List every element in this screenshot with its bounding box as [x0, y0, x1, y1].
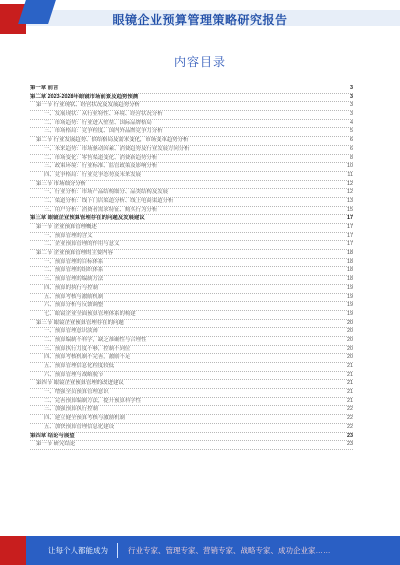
toc-row[interactable] [30, 128, 353, 137]
toc-row[interactable] [30, 198, 353, 207]
toc-entry-label: 第一节 企业预算管理概述 [36, 224, 97, 230]
toc-entry-label: 二、完善预算编制方法，提升预算科学性 [44, 397, 142, 404]
toc-entry-label: 二、市场趋势：行业进入壁垒、国际品牌格局 [44, 119, 152, 126]
toc-row[interactable] [30, 267, 353, 276]
toc-row[interactable] [30, 441, 353, 450]
toc-entry-label: 四、预算的执行与控制 [44, 284, 98, 291]
toc-row[interactable] [30, 302, 353, 311]
toc-page-number: 4 [350, 119, 353, 126]
toc-page-number: 3 [350, 93, 353, 100]
toc-page-number: 23 [347, 441, 353, 448]
toc-entry-label: 第一节 研究结论 [36, 441, 76, 448]
toc-page-number: 15 [347, 206, 353, 213]
report-title: 眼镜企业预算管理策略研究报告 [112, 13, 288, 27]
toc-row[interactable] [30, 224, 353, 233]
toc-page-number: 18 [347, 258, 353, 265]
toc-page-number: 21 [347, 380, 353, 387]
toc-row[interactable] [30, 337, 353, 346]
toc-row[interactable] [30, 380, 353, 389]
toc-page-number: 19 [347, 310, 353, 317]
toc-row[interactable] [30, 276, 353, 285]
toc-row[interactable] [30, 294, 353, 303]
toc-heading: 内容目录 [173, 55, 226, 69]
toc-entry-label: 第一节 行业现状、经营状况及发展趋势分析 [36, 102, 140, 109]
toc-entry-label: 第三节 市场细分分析 [36, 180, 87, 187]
toc-page-number: 3 [350, 102, 353, 109]
toc-entry-label: 第三节 眼镜企业预算管理存在的问题 [36, 319, 124, 326]
toc-row[interactable] [30, 146, 353, 155]
toc-entry-label: 七、眼镜企业全面预算管理体系的构建 [44, 310, 136, 317]
toc-row[interactable] [30, 172, 353, 181]
toc-page-number: 3 [350, 111, 353, 118]
toc-page-number: 18 [347, 267, 353, 274]
toc-page-number: 22 [347, 415, 353, 422]
toc-row[interactable] [30, 320, 353, 329]
toc-entry-label: 第二节 企业预算管理的主要内容 [36, 250, 113, 257]
toc-page-number: 17 [347, 215, 353, 222]
toc-entry-label: 一、预算管理意识淡薄 [44, 328, 98, 335]
toc-entry-label: 第一章 前言 [30, 85, 59, 91]
toc-row[interactable] [30, 424, 353, 433]
toc-row[interactable] [30, 406, 353, 415]
toc-row[interactable] [30, 346, 353, 355]
toc-page-number: 20 [347, 345, 353, 352]
toc-row[interactable] [30, 189, 353, 198]
toc-row[interactable] [30, 111, 353, 120]
toc-entry-label: 二、渠道分析：线下门店渠道分析、线上电商渠道分析 [44, 197, 174, 204]
toc-entry-label: 四、竞争格局：行业竞争态势及未来发展 [44, 171, 142, 178]
toc-entry-label: 一、预算管理的含义 [44, 232, 93, 239]
toc-entry-label: 五、加快预算管理信息化建设 [44, 423, 115, 430]
toc-entry-label: 二、企业预算管理的作用与意义 [44, 241, 120, 248]
toc-row[interactable] [30, 215, 353, 224]
toc-row[interactable] [30, 433, 353, 442]
toc-page-number: 22 [347, 423, 353, 430]
toc-row[interactable] [30, 354, 353, 363]
toc-page-number: 21 [347, 371, 353, 378]
toc-row[interactable] [30, 389, 353, 398]
toc-page-number: 17 [347, 232, 353, 239]
footer-red-accent [0, 536, 26, 565]
toc-row[interactable] [30, 372, 353, 381]
toc-entry-label: 一、预算管理的目标体系 [44, 258, 104, 265]
toc-row[interactable] [30, 259, 353, 268]
toc-page-number: 20 [347, 328, 353, 335]
toc-page-number: 21 [347, 363, 353, 369]
toc-row[interactable] [30, 328, 353, 337]
toc-row[interactable] [30, 102, 353, 111]
toc-entry-label: 五、预算考核与激励机制 [44, 293, 104, 300]
toc-entry-label: 二、市场变化：零售渠道变化、消费新趋势分析 [44, 154, 158, 161]
toc-page-number: 17 [347, 224, 353, 230]
toc-entry-label: 第四节 眼镜企业预算管理的改进建议 [36, 380, 124, 387]
toc-page-number: 8 [350, 154, 353, 161]
toc-row[interactable] [30, 363, 353, 372]
toc-entry-label: 二、预算管理的组织体系 [44, 267, 104, 274]
footer-divider [117, 543, 118, 558]
toc-page-number: 19 [347, 284, 353, 291]
toc-row[interactable] [30, 311, 353, 320]
toc-page-number: 21 [347, 397, 353, 404]
toc-page-number: 5 [350, 128, 353, 135]
toc-page-number: 13 [347, 197, 353, 204]
toc-row[interactable] [30, 155, 353, 164]
toc-entry-label: 第二章 2023-2028年眼镜市场前景及趋势预测 [30, 93, 139, 100]
toc-row[interactable] [30, 181, 353, 190]
toc-entry-label: 一、行业分析：市场产品结构细分、品类结构及发展 [44, 189, 168, 196]
toc-entry-label: 一、未来趋势：市场驱动因素、消费趋势及行业发展方向分析 [44, 145, 190, 152]
toc-entry-label: 六、预算分析与反馈调整 [44, 302, 104, 309]
toc-row[interactable] [30, 233, 353, 242]
toc-page-number: 22 [347, 406, 353, 413]
toc-row[interactable] [30, 85, 353, 94]
toc-entry-label: 第三章 眼镜企业预算管理存在的问题及发展建议 [30, 215, 145, 222]
toc-entry-label: 二、预算编制不科学，缺乏准确性与合理性 [44, 336, 147, 343]
toc-page-number: 21 [347, 389, 353, 396]
toc-page-number: 6 [350, 137, 353, 144]
toc-row[interactable] [30, 207, 353, 216]
toc-entry-label: 四、预算考核机制不完善，激励不足 [44, 354, 131, 361]
footer-roles: 行业专家、管理专家、营销专家、战略专家、成功企业家…… [128, 546, 331, 555]
toc-page-number: 20 [347, 319, 353, 326]
toc-page-number: 3 [350, 85, 353, 91]
toc-entry-label: 三、预算管理的编制方法 [44, 276, 104, 283]
toc-row[interactable] [30, 163, 353, 172]
toc-page-number: 23 [347, 432, 353, 439]
toc-row[interactable] [30, 120, 353, 129]
toc-row[interactable] [30, 250, 353, 259]
toc-entry-label: 三、加强预算执行控制 [44, 406, 98, 413]
toc-page-number: 6 [350, 145, 353, 152]
toc-row[interactable] [30, 94, 353, 103]
footer-slogan: 让每个人都能成为 [48, 546, 108, 555]
page-header [0, 0, 400, 36]
toc-row[interactable] [30, 137, 353, 146]
toc-page-number: 19 [347, 293, 353, 300]
toc-row[interactable] [30, 241, 353, 250]
toc-page-number: 18 [347, 276, 353, 283]
toc-entry-label: 五、预算管理信息化程度较低 [44, 363, 115, 369]
toc-page-number: 12 [347, 180, 353, 187]
toc-page-number: 12 [347, 189, 353, 196]
toc-row[interactable] [30, 398, 353, 407]
page-footer [0, 536, 400, 565]
toc-entry-label: 一、增强全员预算管理意识 [44, 389, 109, 396]
toc-page-number: 11 [347, 171, 353, 178]
toc-entry-label: 三、市场格局：竞争程度、国内外品牌竞争力分析 [44, 128, 163, 135]
toc-entry-label: 三、预算执行力度不够，控制不到位 [44, 345, 131, 352]
toc-row[interactable] [30, 285, 353, 294]
table-of-contents [30, 85, 353, 450]
toc-entry-label: 四、建立健全预算考核与激励机制 [44, 415, 125, 422]
toc-entry-label: 六、预算管理与战略脱节 [44, 371, 104, 378]
toc-page-number: 19 [347, 302, 353, 309]
toc-page-number: 18 [347, 250, 353, 257]
toc-page-number: 20 [347, 336, 353, 343]
toc-entry-label: 第四章 结论与展望 [30, 432, 75, 439]
toc-page-number: 20 [347, 354, 353, 361]
toc-entry-label: 三、用户分析：消费者需求特征、购买行为分析 [44, 206, 158, 213]
toc-page-number: 10 [347, 163, 353, 170]
toc-page-number: 17 [347, 241, 353, 248]
toc-row[interactable] [30, 415, 353, 424]
toc-entry-label: 第二节 行业发展趋势、供给格局及需求变化，市场变革趋势分析 [36, 137, 189, 144]
toc-entry-label: 一、发展现状：从行业特性、环境、经营状况分析 [44, 111, 163, 118]
toc-entry-label: 三、政策环境：行业标准、监管政策及影响分析 [44, 163, 158, 170]
